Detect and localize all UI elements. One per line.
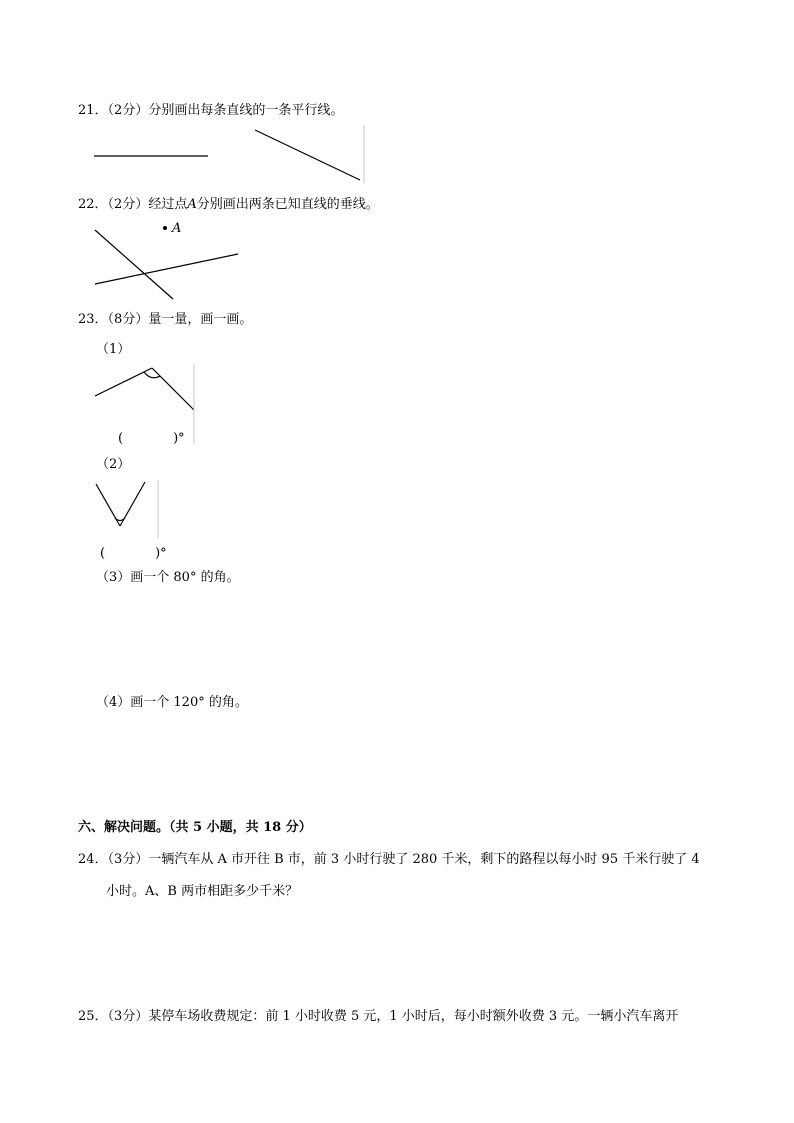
question-score: （2分）	[107, 103, 149, 118]
angle-1-answer-blank	[118, 430, 185, 448]
question-text: 经过点	[148, 197, 188, 212]
question-text: 一辆汽车从 A 市开往 B 市，前 3 小时行驶了 280 千米，剩下的路程以每小时 95 千米行驶了 4	[148, 852, 700, 867]
question-number: 23．	[78, 312, 108, 327]
question-text: 量一量，画一画。	[148, 312, 253, 327]
blank-open-paren: (	[118, 431, 124, 446]
q21-figure	[80, 125, 380, 185]
question-number: 22．	[78, 197, 108, 212]
question-score: （8分）	[107, 312, 149, 327]
question-text: 分别画出两条已知直线的垂线。	[196, 197, 379, 212]
q22-line-2	[95, 254, 238, 284]
point-a-figure-label: A	[172, 221, 182, 236]
q22-line-1	[95, 230, 173, 299]
question-23	[78, 311, 252, 329]
question-score: （2分）	[107, 197, 149, 212]
q23-part1-label: （1）	[96, 342, 131, 357]
q22-figure	[80, 215, 260, 305]
question-score: （3分）	[107, 1009, 149, 1024]
question-text: 某停车场收费规定：前 1 小时收费 5 元，1 小时后，每小时额外收费 3 元。一辆小汽车离开	[148, 1009, 679, 1024]
angle-1-left-arm	[95, 368, 152, 396]
q23-part2-label: （2）	[96, 457, 131, 472]
q23-angle-2-figure	[90, 476, 170, 541]
q23-part4: （4）画一个 120° 的角。	[96, 695, 248, 710]
blank-close-degree: )°	[173, 431, 185, 446]
point-a-dot	[163, 226, 167, 230]
question-24-line-1	[78, 851, 700, 869]
question-24-line-2: 小时。A、B 两市相距多少千米？	[106, 884, 299, 899]
blank-open-paren: (	[100, 546, 106, 561]
question-text: 分别画出每条直线的一条平行线。	[148, 103, 344, 118]
q23-part3: （3）画一个 80° 的角。	[96, 570, 240, 585]
angle-2-answer-blank	[100, 545, 167, 563]
angle-1-right-arm	[152, 368, 194, 410]
question-score: （3分）	[107, 852, 149, 867]
question-22	[78, 196, 379, 214]
question-number: 25．	[78, 1009, 108, 1024]
blank-close-degree: )°	[155, 546, 167, 561]
question-21	[78, 102, 343, 120]
question-25-line-1	[78, 1008, 678, 1026]
q21-slanted-line	[255, 130, 360, 180]
question-number: 24．	[78, 852, 108, 867]
point-a-label: A	[187, 197, 197, 212]
question-number: 21．	[78, 103, 108, 118]
section-6-title: 六、解决问题。（共 5 小题，共 18 分）	[78, 820, 312, 835]
